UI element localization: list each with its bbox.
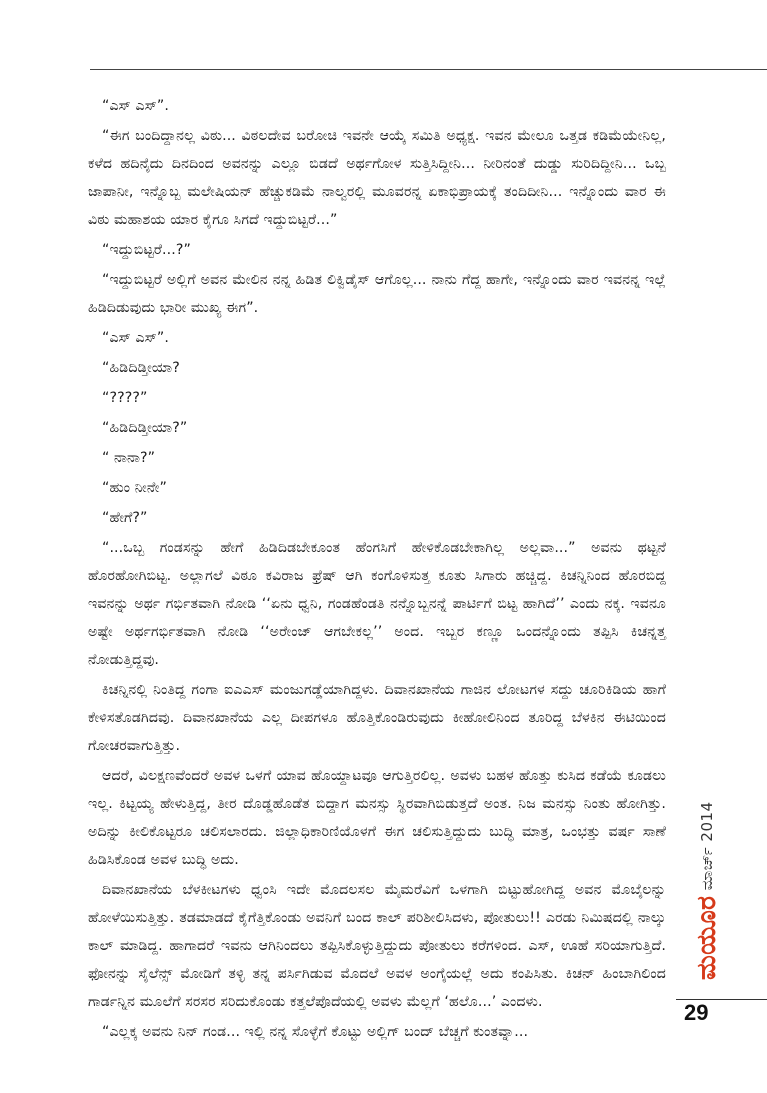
paragraph: ದಿವಾನಖಾನೆಯ ಬೆಳಕೀಟಗಳು ಧ್ವಂಸಿ ಇದೇ ಮೊದಲಸಲ ಮೈಮರೆವಿಗೆ ಒಳಗಾಗಿ ಬಿಟ್ಟುಹೋಗಿದ್ದ ಅವನ ಮೊಬೈಲನ್ನು ಹೋಳೆಯಿಸುತ್ತಿತ್ತು. ತಡಮಾಡದೆ ಕೈಗೆತ್ತಿಕೊಂಡು ಅವನಿಗೆ ಬಂದ ಕಾಲ್ ಪರಿಶೀಲಿಸಿದಳು, ಪೋತುಲು!! ಎರಡು ನಿಮಿಷದಲ್ಲಿ ನಾಲ್ಕು ಕಾಲ್ ಮಾಡಿದ್ದ. ಹಾಗಾದರೆ ಇವನು ಆಗಿನಿಂದಲು ತಪ್ಪಿಸಿಕೊಳ್ಳುತ್ತಿದ್ದುದು ಪೋತುಲು ಕರೆಗಳಿಂದ. ಎಸ್, ಊಹೆ ಸರಿಯಾಗುತ್ತಿದೆ. ಫೋನನ್ನು ಸೈಲೆನ್ಸ್ ಮೋಡಿಗೆ ತಳ್ಳಿ ತನ್ನ ಪರ್ಸಿಗಿಡುವ ಮೊದಲೆ ಅವಳ ಅಂಗೈಯಲ್ಲೆ ಅದು ಕಂಪಿಸಿತು. ಕಿಚನ್ ಹಿಂಬಾಗಿಲಿಂದ ಗಾರ್ಡನ್ನಿನ ಮೂಲೆಗೆ ಸರಸರ ಸರಿದುಕೊಂಡು ಕತ್ತಲೆಪೊದೆಯಲ್ಲಿ ಅವಳು ಮೆಲ್ಲಗೆ ‘ಹಲೊ...’ ಎಂದಳು. (88, 882, 666, 1010)
paragraph: ಕಿಚನ್ನಿನಲ್ಲಿ ನಿಂತಿದ್ದ ಗಂಗಾ ಐಎಎಸ್ ಮಂಜುಗಡ್ಡೆಯಾಗಿದ್ದಳು. ದಿವಾನಖಾನೆಯ ಗಾಜಿನ ಲೋಟಗಳ ಸದ್ದು ಚೂರಿಕಿಡಿಯ ಹಾಗೆ ಕೇಳಿಸತೊಡಗಿದವು. ದಿವಾನಖಾನೆಯ ಎಲ್ಲ ದೀಪಗಳೂ ಹೊತ್ತಿಕೊಂಡಿರುವುದು ಕೀಹೋಲಿನಿಂದ ತೂರಿದ್ದ ಬೆಳಕಿನ ಈಟಿಯಿಂದ ಗೋಚರವಾಗುತ್ತಿತ್ತು. (88, 682, 666, 754)
paragraph: “ ನಾನಾ?” (102, 450, 156, 466)
paragraph: “ಇದ್ದುಬಿಟ್ಟರೆ...?” (102, 242, 191, 258)
article-body (88, 92, 666, 1048)
paragraph: “ಹಿಡಿದಿಡ್ತೀಯಾ? (102, 360, 180, 376)
paragraph: “ಎಸ್ ಎಸ್”. (102, 330, 169, 346)
magazine-sidebar (676, 780, 736, 1000)
paragraph: “ಎಲ್ಲಕ್ಕ ಅವನು ನಿನ್ ಗಂಡ... ಇಲ್ಲಿ ನನ್ನ ಸೊಳ್ಳೆಗೆ ಕೊಟ್ಟು ಅಲ್ಲಿಗ್ ಬಂದ್ ಬೆಚ್ಚಗೆ ಕುಂತವ್ನಾ... (102, 1024, 529, 1040)
sidebar-label (692, 780, 722, 980)
magazine-name: ಮಯೂರ (692, 895, 722, 980)
paragraph: “ಎಸ್ ಎಸ್”. (102, 98, 169, 114)
paragraph: “...ಒಬ್ಬ ಗಂಡಸನ್ನು ಹೇಗೆ ಹಿಡಿದಿಡಬೇಕೂಂತ ಹೆಂಗಸಿಗೆ ಹೇಳಿಕೊಡಬೇಕಾಗಿಲ್ಲ ಅಲ್ಲವಾ...” ಅವನು ಥಟ್ಟನೆ ಹೊರಹೋಗಿಬಿಟ್ಟ. ಅಲ್ಲಾಗಲೆ ವಿಠೂ ಕವಿರಾಜ ಫ್ರೆಷ್ ಆಗಿ ಕಂಗೊಳಿಸುತ್ತ ಕೂತು ಸಿಗಾರು ಹಚ್ಚಿದ್ದ. ಕಿಚನ್ನಿನಿಂದ ಹೊರಬಿದ್ದ ಇವನನ್ನು ಅರ್ಥ ಗರ್ಭಿತವಾಗಿ ನೋಡಿ ‘‘ಏನು ಧ್ವನಿ, ಗಂಡಹೆಂಡತಿ ನನ್ನೊಬ್ಬನನ್ನೆ ಪಾರ್ಟಿಗೆ ಬಿಟ್ಟ ಹಾಗಿದೆ’’ ಎಂದು ನಕ್ಕ. ಇವನೂ ಅಷ್ಟೇ ಅರ್ಥಗರ್ಭಿತವಾಗಿ ನೋಡಿ ‘‘ಅರೇಂಜ್ ಆಗಬೇಕಲ್ಲ’’ ಅಂದ. ಇಬ್ಬರ ಕಣ್ಣೂ ಒಂದನ್ನೊಂದು ತಪ್ಪಿಸಿ ಕಿಚನ್ನತ್ತ ನೋಡುತ್ತಿದ್ದವು. (88, 540, 666, 668)
issue-date: ಮಾರ್ಚ್ 2014 (698, 801, 716, 891)
paragraph: “ಹೇಗೆ?” (102, 510, 148, 526)
paragraph: ಆದರೆ, ವಿಲಕ್ಷಣವೆಂದರೆ ಅವಳ ಒಳಗೆ ಯಾವ ಹೊಯ್ದಾಟವೂ ಆಗುತ್ತಿರಲಿಲ್ಲ. ಅವಳು ಬಹಳ ಹೊತ್ತು ಕುಸಿದ ಕಡೆಯೆ ಕೂಡಲು ಇಲ್ಲ. ಕಿಟ್ಟಯ್ಯ ಹೇಳುತ್ತಿದ್ದ, ತೀರ ದೊಡ್ಡಹೊಡೆತ ಬಿದ್ದಾಗ ಮನಸ್ಸು ಸ್ಥಿರವಾಗಿಬಿಡುತ್ತದೆ ಅಂತ. ನಿಜ ಮನಸ್ಸು ನಿಂತು ಹೋಗಿತ್ತು. ಅದಿನ್ನು ಕೀಲಿಕೊಟ್ಟರೂ ಚಲಿಸಲಾರದು. ಜಿಲ್ಲಾಧಿಕಾರಿಣಿಯೊಳಗೆ ಈಗ ಚಲಿಸುತ್ತಿದ್ದುದು ಬುದ್ಧಿ ಮಾತ್ರ, ಒಂಭತ್ತು ವರ್ಷ ಸಾಣೆ ಹಿಡಿಸಿಕೊಂಡ ಅವಳ ಬುದ್ಧಿ ಅದು. (88, 768, 666, 868)
paragraph: “ಈಗ ಬಂದಿದ್ದಾನಲ್ಲ ವಿಠು... ವಿಠಲದೇವ ಬರೋಚಿ ಇವನೇ ಆಯ್ಕೆ ಸಮಿತಿ ಅಧ್ಯಕ್ಷ. ಇವನ ಮೇಲೂ ಒತ್ತಡ ಕಡಿಮೆಯೇನಿಲ್ಲ, ಕಳೆದ ಹದಿನೈದು ದಿನದಿಂದ ಅವನನ್ನು ಎಲ್ಲೂ ಬಿಡದೆ ಅರ್ಥಗೋಳ ಸುತ್ತಿಸಿದ್ದೀನಿ... ನೀರಿನಂತೆ ದುಡ್ಡು ಸುರಿದಿದ್ದೀನಿ... ಒಬ್ಬ ಜಾಪಾನೀ, ಇನ್ನೊಬ್ಬ ಮಲೇಷಿಯನ್ ಹೆಚ್ಚುಕಡಿಮೆ ನಾಲ್ವರಲ್ಲಿ ಮೂವರನ್ನ ಏಕಾಭಿಪ್ರಾಯಕ್ಕೆ ತಂದಿದೀನಿ... ಇನ್ನೊಂದು ವಾರ ಈ ವಿಠು ಮಹಾಶಯ ಯಾರ ಕೈಗೂ ಸಿಗದೆ ಇದ್ದುಬಿಟ್ಟರೆ...” (88, 128, 666, 228)
paragraph: “ಹಿಡಿದಿಡ್ತೀಯಾ?” (102, 420, 188, 436)
paragraph: “ಹುಂ ನೀನೇ” (102, 480, 167, 496)
paragraph: “????” (102, 390, 148, 406)
page-number: 29 (684, 1000, 709, 1025)
header-rule (90, 69, 767, 70)
paragraph: “ಇದ್ದುಬಿಟ್ಟರೆ ಅಲ್ಲಿಗೆ ಅವನ ಮೇಲಿನ ನನ್ನ ಹಿಡಿತ ಲಿಕ್ವಿಡೈಸ್ ಆಗೊಲ್ಲ... ನಾನು ಗೆದ್ದ ಹಾಗೇ, ಇನ್ನೊಂದು ವಾರ ಇವನನ್ನ ಇಲ್ಲೆ ಹಿಡಿದಿಡುವುದು ಭಾರೀ ಮುಖ್ಯ ಈಗ”. (88, 272, 666, 316)
